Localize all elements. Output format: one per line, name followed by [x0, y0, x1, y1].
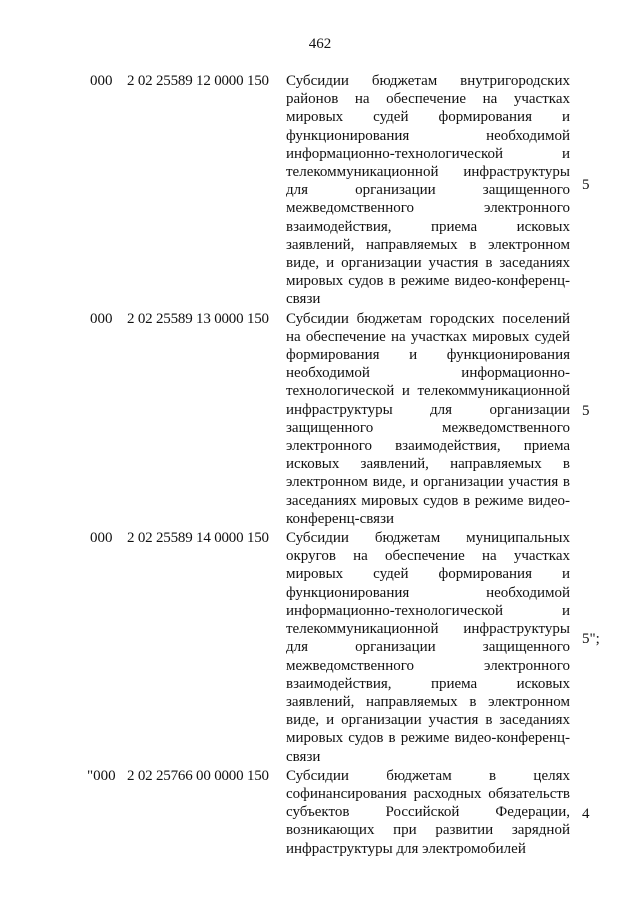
table-row: [0, 310, 640, 528]
admin-code: 000: [90, 530, 113, 547]
table-row: [0, 72, 640, 309]
budget-classification-code: 2 02 25589 12 0000 150: [127, 73, 269, 89]
admin-code: "000: [87, 767, 116, 784]
norm-value: 5";: [582, 631, 600, 648]
budget-classification-code: 2 02 25589 13 0000 150: [127, 310, 269, 327]
budget-classification-code: 2 02 25589 14 0000 150: [127, 530, 269, 547]
norm-value: 5: [582, 402, 590, 419]
norm-value: 5: [582, 177, 590, 193]
table-row: [0, 767, 640, 858]
income-description: Субсидии бюджетам внутригородских районов на обеспечение на участках мировых судей формирования и функционирования необходимой информационно-технологической и телекоммуникационной инфраструктуры для организации защищенного межведомственного электронного взаимодействия, приема исковых заявлений, направляемых в электронном виде, и организации участия в заседаниях мировых судов в режиме видео-конференц-связи: [286, 73, 570, 308]
admin-code: 000: [90, 73, 113, 89]
income-description: Субсидии бюджетам муниципальных округов на обеспечение на участках мировых судей формирования и функционирования необходимой информационно-технологической и телекоммуникационной инфраструктуры для организации защищенного межведомственного электронного взаимодействия, приема исковых заявлений, направляемых в электронном виде, и организации участия в заседаниях мировых судов в режиме видео-конференц-связи: [286, 530, 570, 765]
norm-value: 4: [582, 805, 590, 822]
income-description: Субсидии бюджетам в целях софинансирования расходных обязательств субъектов Российской Федерации, возникающих при развитии зарядной инфраструктуры для электромобилей: [286, 767, 570, 857]
table-row: [0, 529, 640, 766]
budget-code-table: [0, 72, 640, 859]
admin-code: 000: [90, 310, 113, 327]
income-description: Субсидии бюджетам городских поселений на обеспечение на участках мировых судей формирования и функционирования необходимой информационно-технологической и телекоммуникационной инфраструктуры для организации защищенного межведомственного электронного взаимодействия, приема исковых заявлений, направляемых в электронном виде, и организации участия в заседаниях мировых судов в режиме видео-конференц-связи: [286, 310, 570, 527]
page-number: 462: [308, 36, 332, 52]
budget-classification-code: 2 02 25766 00 0000 150: [127, 767, 269, 784]
